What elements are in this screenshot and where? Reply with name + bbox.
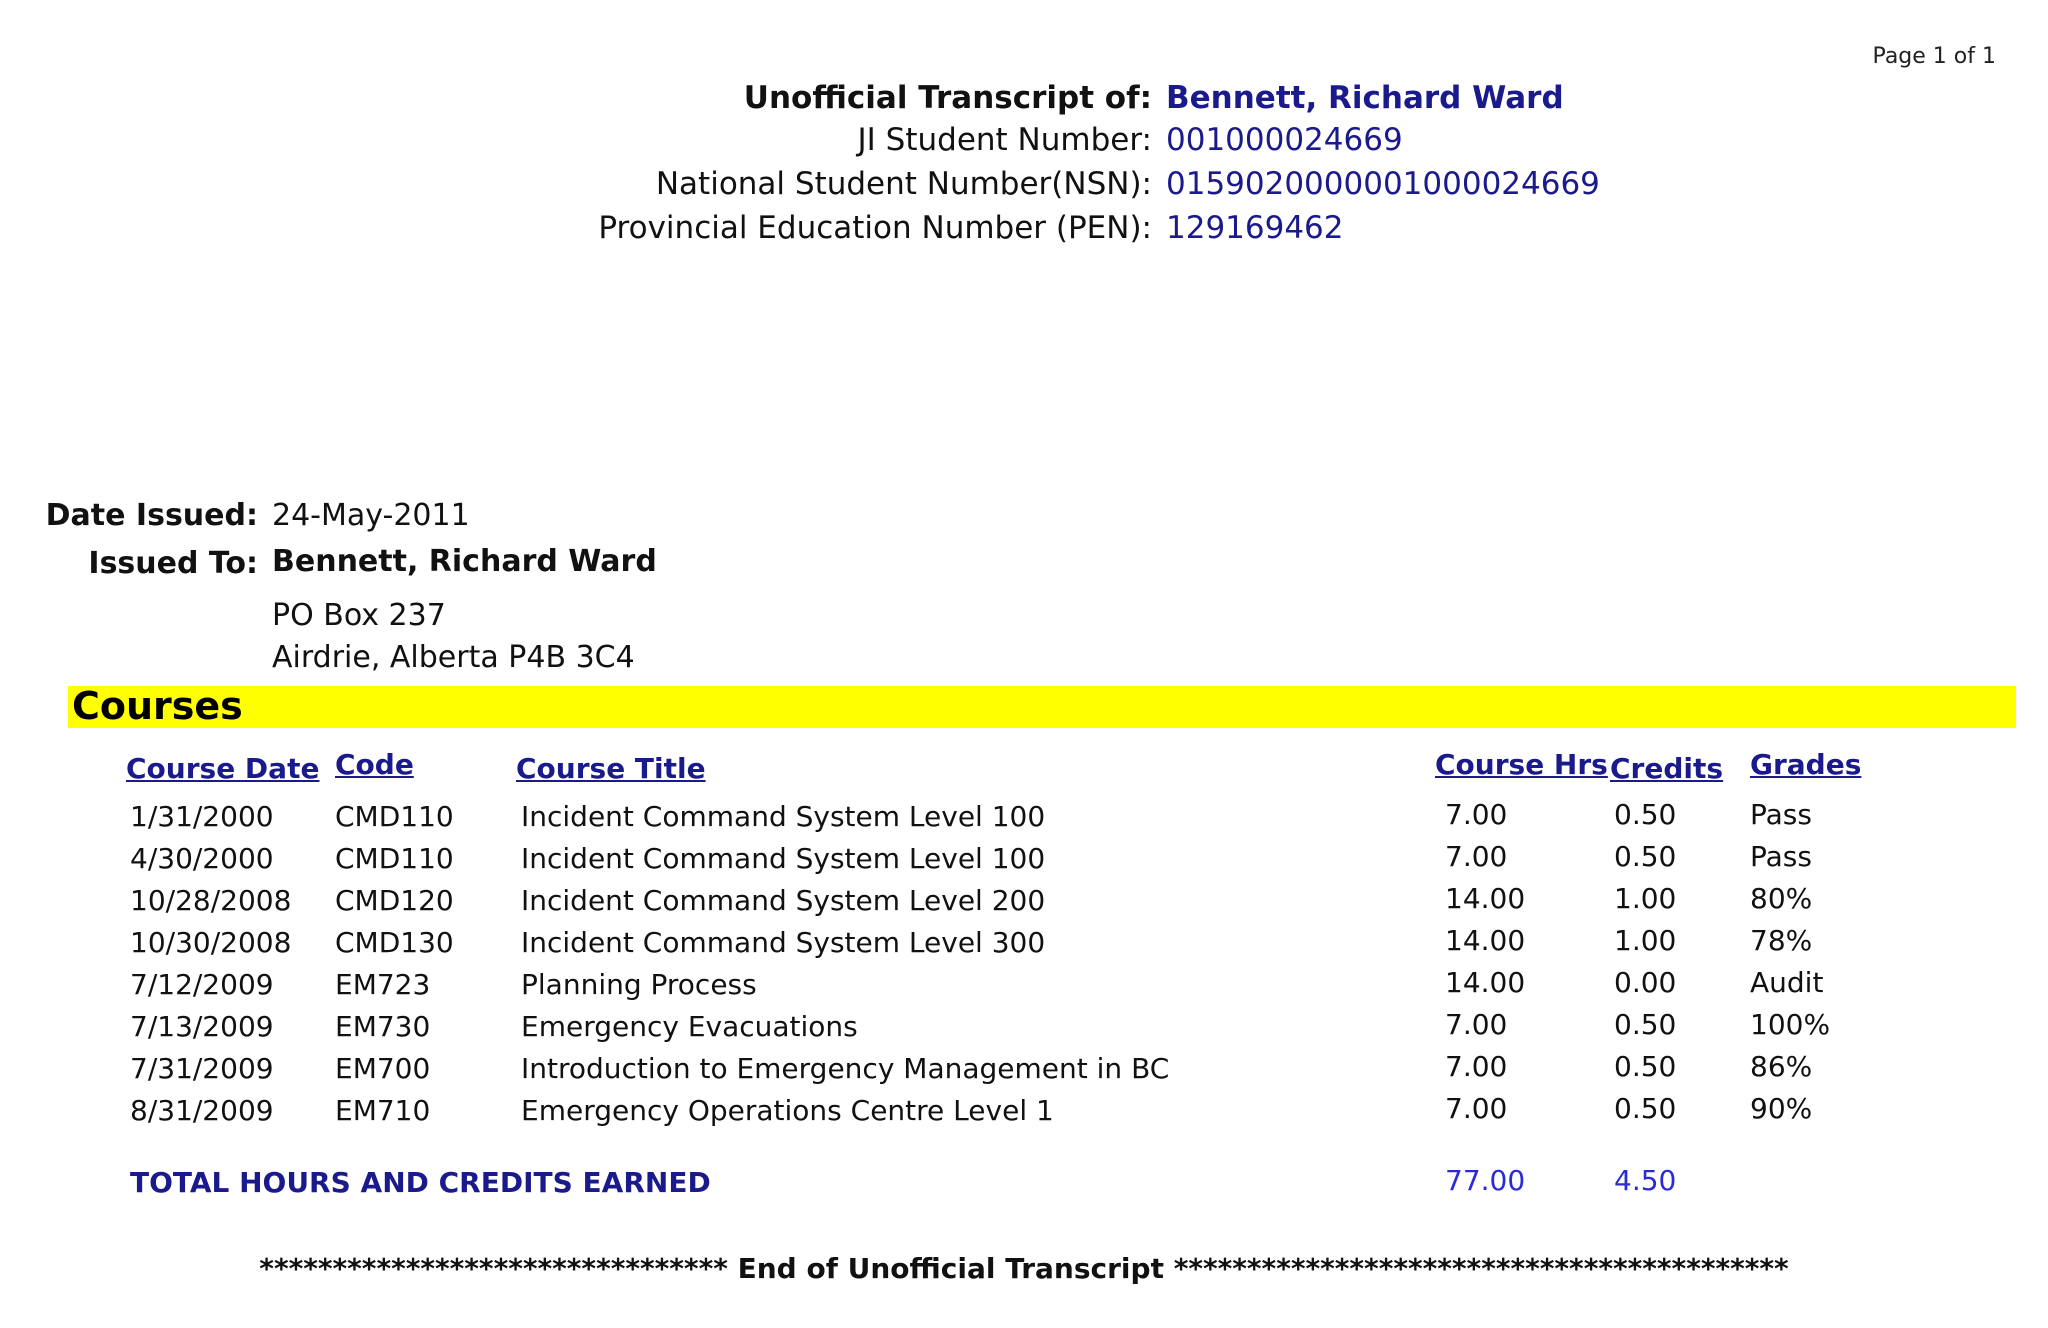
pen-label: Provincial Education Number (PEN): [598,210,1152,246]
course-credits-cell: 0.50 [1614,840,1677,873]
address-line-1: PO Box 237 [272,598,446,633]
course-credits-cell: 1.00 [1614,882,1677,915]
column-header-course-hrs: Course Hrs [1435,748,1608,781]
course-hours-cell: 14.00 [1445,924,1526,957]
course-code-cell: CMD120 [335,884,454,917]
column-header-grades: Grades [1750,748,1862,781]
column-header-course-title: Course Title [516,752,706,785]
issued-to-name: Bennett, Richard Ward [272,544,657,579]
course-hours-cell: 7.00 [1445,798,1508,831]
course-hours-cell: 14.00 [1445,966,1526,999]
course-grade-cell: 78% [1750,924,1813,957]
course-credits-cell: 0.50 [1614,1092,1677,1125]
course-title-cell: Introduction to Emergency Management in BC [521,1052,1170,1085]
course-code-cell: EM700 [335,1052,431,1085]
course-date-cell: 7/12/2009 [130,968,274,1001]
column-header-code: Code [335,748,414,781]
course-title-cell: Incident Command System Level 100 [521,842,1046,875]
course-title-cell: Incident Command System Level 100 [521,800,1046,833]
address-line-2: Airdrie, Alberta P4B 3C4 [272,640,635,675]
course-code-cell: EM730 [335,1010,431,1043]
pen-row [0,210,2048,254]
course-grade-cell: 86% [1750,1050,1813,1083]
nsn-label: National Student Number(NSN): [655,166,1152,202]
course-code-cell: EM723 [335,968,431,1001]
course-date-cell: 1/31/2000 [130,800,274,833]
course-code-cell: EM710 [335,1094,431,1127]
end-of-transcript: ******************************** End of Unofficial Transcript ****************************************** [259,1252,1789,1285]
course-date-cell: 8/31/2009 [130,1094,274,1127]
ji-student-number-row [0,122,2048,166]
page-number: Page 1 of 1 [1872,44,1996,69]
course-credits-cell: 0.50 [1614,1050,1677,1083]
date-issued-label: Date Issued: [45,498,258,533]
course-title-cell: Incident Command System Level 300 [521,926,1046,959]
course-credits-cell: 1.00 [1614,924,1677,957]
course-hours-cell: 14.00 [1445,882,1526,915]
column-header-course-date: Course Date [126,752,320,785]
course-grade-cell: Audit [1750,966,1824,999]
course-hours-cell: 7.00 [1445,1050,1508,1083]
course-code-cell: CMD110 [335,800,454,833]
date-issued-value: 24-May-2011 [272,498,470,533]
course-code-cell: CMD110 [335,842,454,875]
ji-student-number-value: 001000024669 [1166,122,1403,158]
course-title-cell: Planning Process [521,968,757,1001]
column-header-credits: Credits [1610,752,1724,785]
courses-band [68,686,2016,728]
course-title-cell: Incident Command System Level 200 [521,884,1046,917]
transcript-of-label: Unofficial Transcript of: [743,80,1152,116]
total-label: TOTAL HOURS AND CREDITS EARNED [130,1166,711,1199]
ji-student-number-label: JI Student Number: [857,122,1152,158]
course-code-cell: CMD130 [335,926,454,959]
course-credits-cell: 0.00 [1614,966,1677,999]
course-credits-cell: 0.50 [1614,1008,1677,1041]
transcript-of-row [0,80,2048,124]
nsn-row [0,166,2048,210]
total-hours: 77.00 [1445,1164,1526,1197]
course-hours-cell: 7.00 [1445,840,1508,873]
course-grade-cell: Pass [1750,840,1812,873]
course-title-cell: Emergency Operations Centre Level 1 [521,1094,1054,1127]
transcript-of-name: Bennett, Richard Ward [1166,80,1564,116]
course-date-cell: 10/28/2008 [130,884,292,917]
total-credits: 4.50 [1614,1164,1677,1197]
course-grade-cell: 80% [1750,882,1813,915]
course-hours-cell: 7.00 [1445,1092,1508,1125]
pen-value: 129169462 [1166,210,1344,246]
courses-section-title: Courses [72,684,243,728]
course-date-cell: 7/31/2009 [130,1052,274,1085]
course-date-cell: 7/13/2009 [130,1010,274,1043]
course-date-cell: 4/30/2000 [130,842,274,875]
course-title-cell: Emergency Evacuations [521,1010,858,1043]
course-date-cell: 10/30/2008 [130,926,292,959]
course-credits-cell: 0.50 [1614,798,1677,831]
nsn-value: 0159020000001000024669 [1166,166,1600,202]
course-grade-cell: Pass [1750,798,1812,831]
course-grade-cell: 90% [1750,1092,1813,1125]
issued-to-label: Issued To: [88,546,258,581]
course-hours-cell: 7.00 [1445,1008,1508,1041]
course-grade-cell: 100% [1750,1008,1831,1041]
